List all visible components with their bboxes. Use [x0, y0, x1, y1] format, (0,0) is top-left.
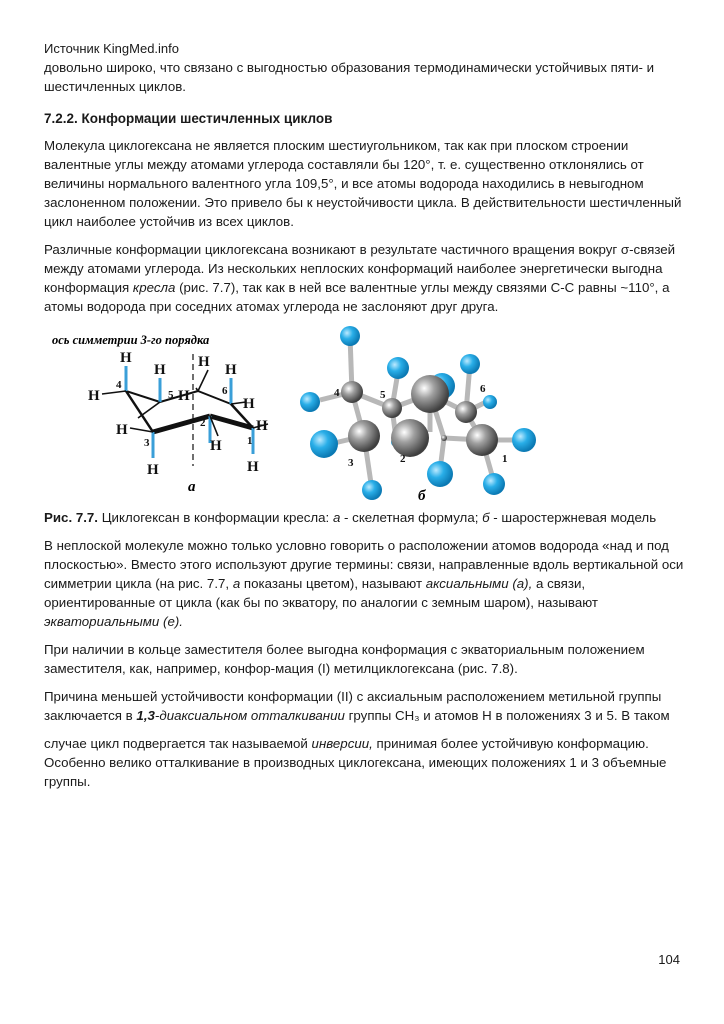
paragraph-2-italic: кресла: [132, 280, 176, 295]
carbon-number: 2: [400, 453, 406, 465]
paragraph-3-text: а связи, ориентированные от цикла (как бы по экватору, по аналогии с земным шаром), называют: [44, 576, 598, 610]
symmetry-axis-label: ось симметрии 3-го порядка: [52, 333, 210, 347]
paragraph-2-text-a: Различные конформации циклогексана возникают в результате частичного вращения вокруг σ-связей между атомами углерода. Из нескольких неплоских конформаций наиболее энергетически выгодна конформация: [44, 242, 676, 295]
intro-paragraph: довольно широко, что связано с выгодностью образования термодинамически устойчивых пяти- и шестичленных циклов.: [44, 60, 655, 94]
caption-text: - скелетная формула;: [340, 510, 483, 525]
paragraph-3-text: показаны цветом), называют: [240, 576, 426, 591]
paragraph-5: [44, 687, 684, 725]
page-content: [44, 40, 684, 791]
carbon-number: 4: [116, 379, 122, 391]
carbon-number: 6: [222, 385, 228, 397]
ball-and-stick-model: [290, 312, 540, 504]
carbon-number: 5: [380, 389, 386, 401]
carbon-number: 2: [200, 417, 206, 429]
label-a: а: [188, 479, 196, 495]
paragraph-3-text: В неплоской молекуле можно только условно говорить о расположении атомов водорода «над и под плоскостью». Вместо этого используют другие термины: связи, направленные вдоль вертикальной оси симметрии цикла (на рис. 7.7,: [44, 538, 684, 591]
hydrogen-label: H: [154, 362, 166, 378]
hydrogen-label: H: [120, 350, 132, 366]
paragraph-3-italic: аксиальными (а),: [425, 576, 533, 591]
carbon-number: 4: [334, 387, 340, 399]
paragraph-3: [44, 536, 684, 631]
skeletal-formula: [38, 326, 268, 504]
paragraph-1: Молекула циклогексана не является плоским шестиугольником, так как при плоском строении валентные углы между атомами углерода составляли бы 120°, т. е. существенно отклонялись от величины нормального валентного угла 109,5°, и все атомы водорода находились в невыгодном заслоненном положении. Это привело бы к неустойчивости цикла. В действительности шестичленный цикл наиболее устойчив из всех циклов.: [44, 138, 682, 229]
carbon-number: 1: [247, 435, 253, 447]
carbon-number: 5: [168, 389, 174, 401]
carbon-number: 3: [144, 437, 150, 449]
hydrogen-label: H: [225, 362, 237, 378]
paragraph-2: [44, 240, 684, 316]
section-heading: 7.2.2. Конформации шестичленных циклов: [44, 111, 333, 126]
hydrogen-label: H: [147, 462, 159, 478]
caption-letter-b: б: [482, 510, 490, 525]
paragraph-5-italic: -диаксиальном отталкивании: [154, 708, 345, 723]
hydrogen-label: H: [247, 459, 259, 475]
carbon-number: 6: [480, 383, 486, 395]
paragraph-5-text: группы CH₃ и атомов Н в положениях 3 и 5. В таком: [344, 708, 670, 723]
hydrogen-balls: [300, 326, 536, 500]
figure-7-7: [44, 326, 684, 504]
caption-text: Циклогексан в конформации кресла:: [98, 510, 333, 525]
caption-letter-a: а: [332, 510, 341, 525]
paragraph-6: [44, 734, 684, 791]
paragraph-4: При наличии в кольце заместителя более выгодна конформация с экваториальным положением заместителя, как, например, конфор-мация (I) метилциклогексана (рис. 7.8).: [44, 642, 645, 676]
carbon-balls: [341, 375, 498, 457]
hydrogen-label: H: [178, 388, 190, 404]
hydrogen-label: H: [88, 388, 100, 404]
hydrogen-label: H: [256, 418, 268, 434]
paragraph-3-italic: а: [232, 576, 241, 591]
paragraph-2-text-b: (рис. 7.7), так как в ней все валентные углы между связями С-С равны ~110°, а атомы водорода при соседних атомах углерода не заслоняют друг друга.: [44, 280, 670, 314]
paragraph-5-bold-italic: 1,3: [136, 708, 155, 723]
paragraph-6-text: принимая более устойчивую конформацию. Особенно велико отталкивание в производных циклогексана, имеющих положениях 1 и 3 объемные группы.: [44, 736, 667, 789]
page-number: 104: [658, 952, 680, 967]
hydrogen-label: H: [198, 354, 210, 370]
carbon-number: 3: [348, 457, 354, 469]
paragraph-5-text: Причина меньшей устойчивости конформации (II) с аксиальным расположением метильной группы заключается в: [44, 689, 662, 723]
paragraph-6-text: случае цикл подвергается так называемой: [44, 736, 312, 751]
hydrogen-label: H: [243, 396, 255, 412]
figure-caption: [44, 508, 684, 527]
paragraph-3-italic: экваториальными (е).: [44, 614, 183, 629]
hydrogen-label: H: [210, 438, 222, 454]
caption-text: - шаростержневая модель: [489, 510, 657, 525]
carbon-number: 1: [502, 453, 508, 465]
hydrogen-label: H: [116, 422, 128, 438]
label-b: б: [418, 488, 426, 504]
paragraph-6-italic: инверсии,: [311, 736, 373, 751]
caption-number: Рис. 7.7.: [44, 510, 99, 525]
source-note: Источник KingMed.info: [44, 41, 179, 56]
